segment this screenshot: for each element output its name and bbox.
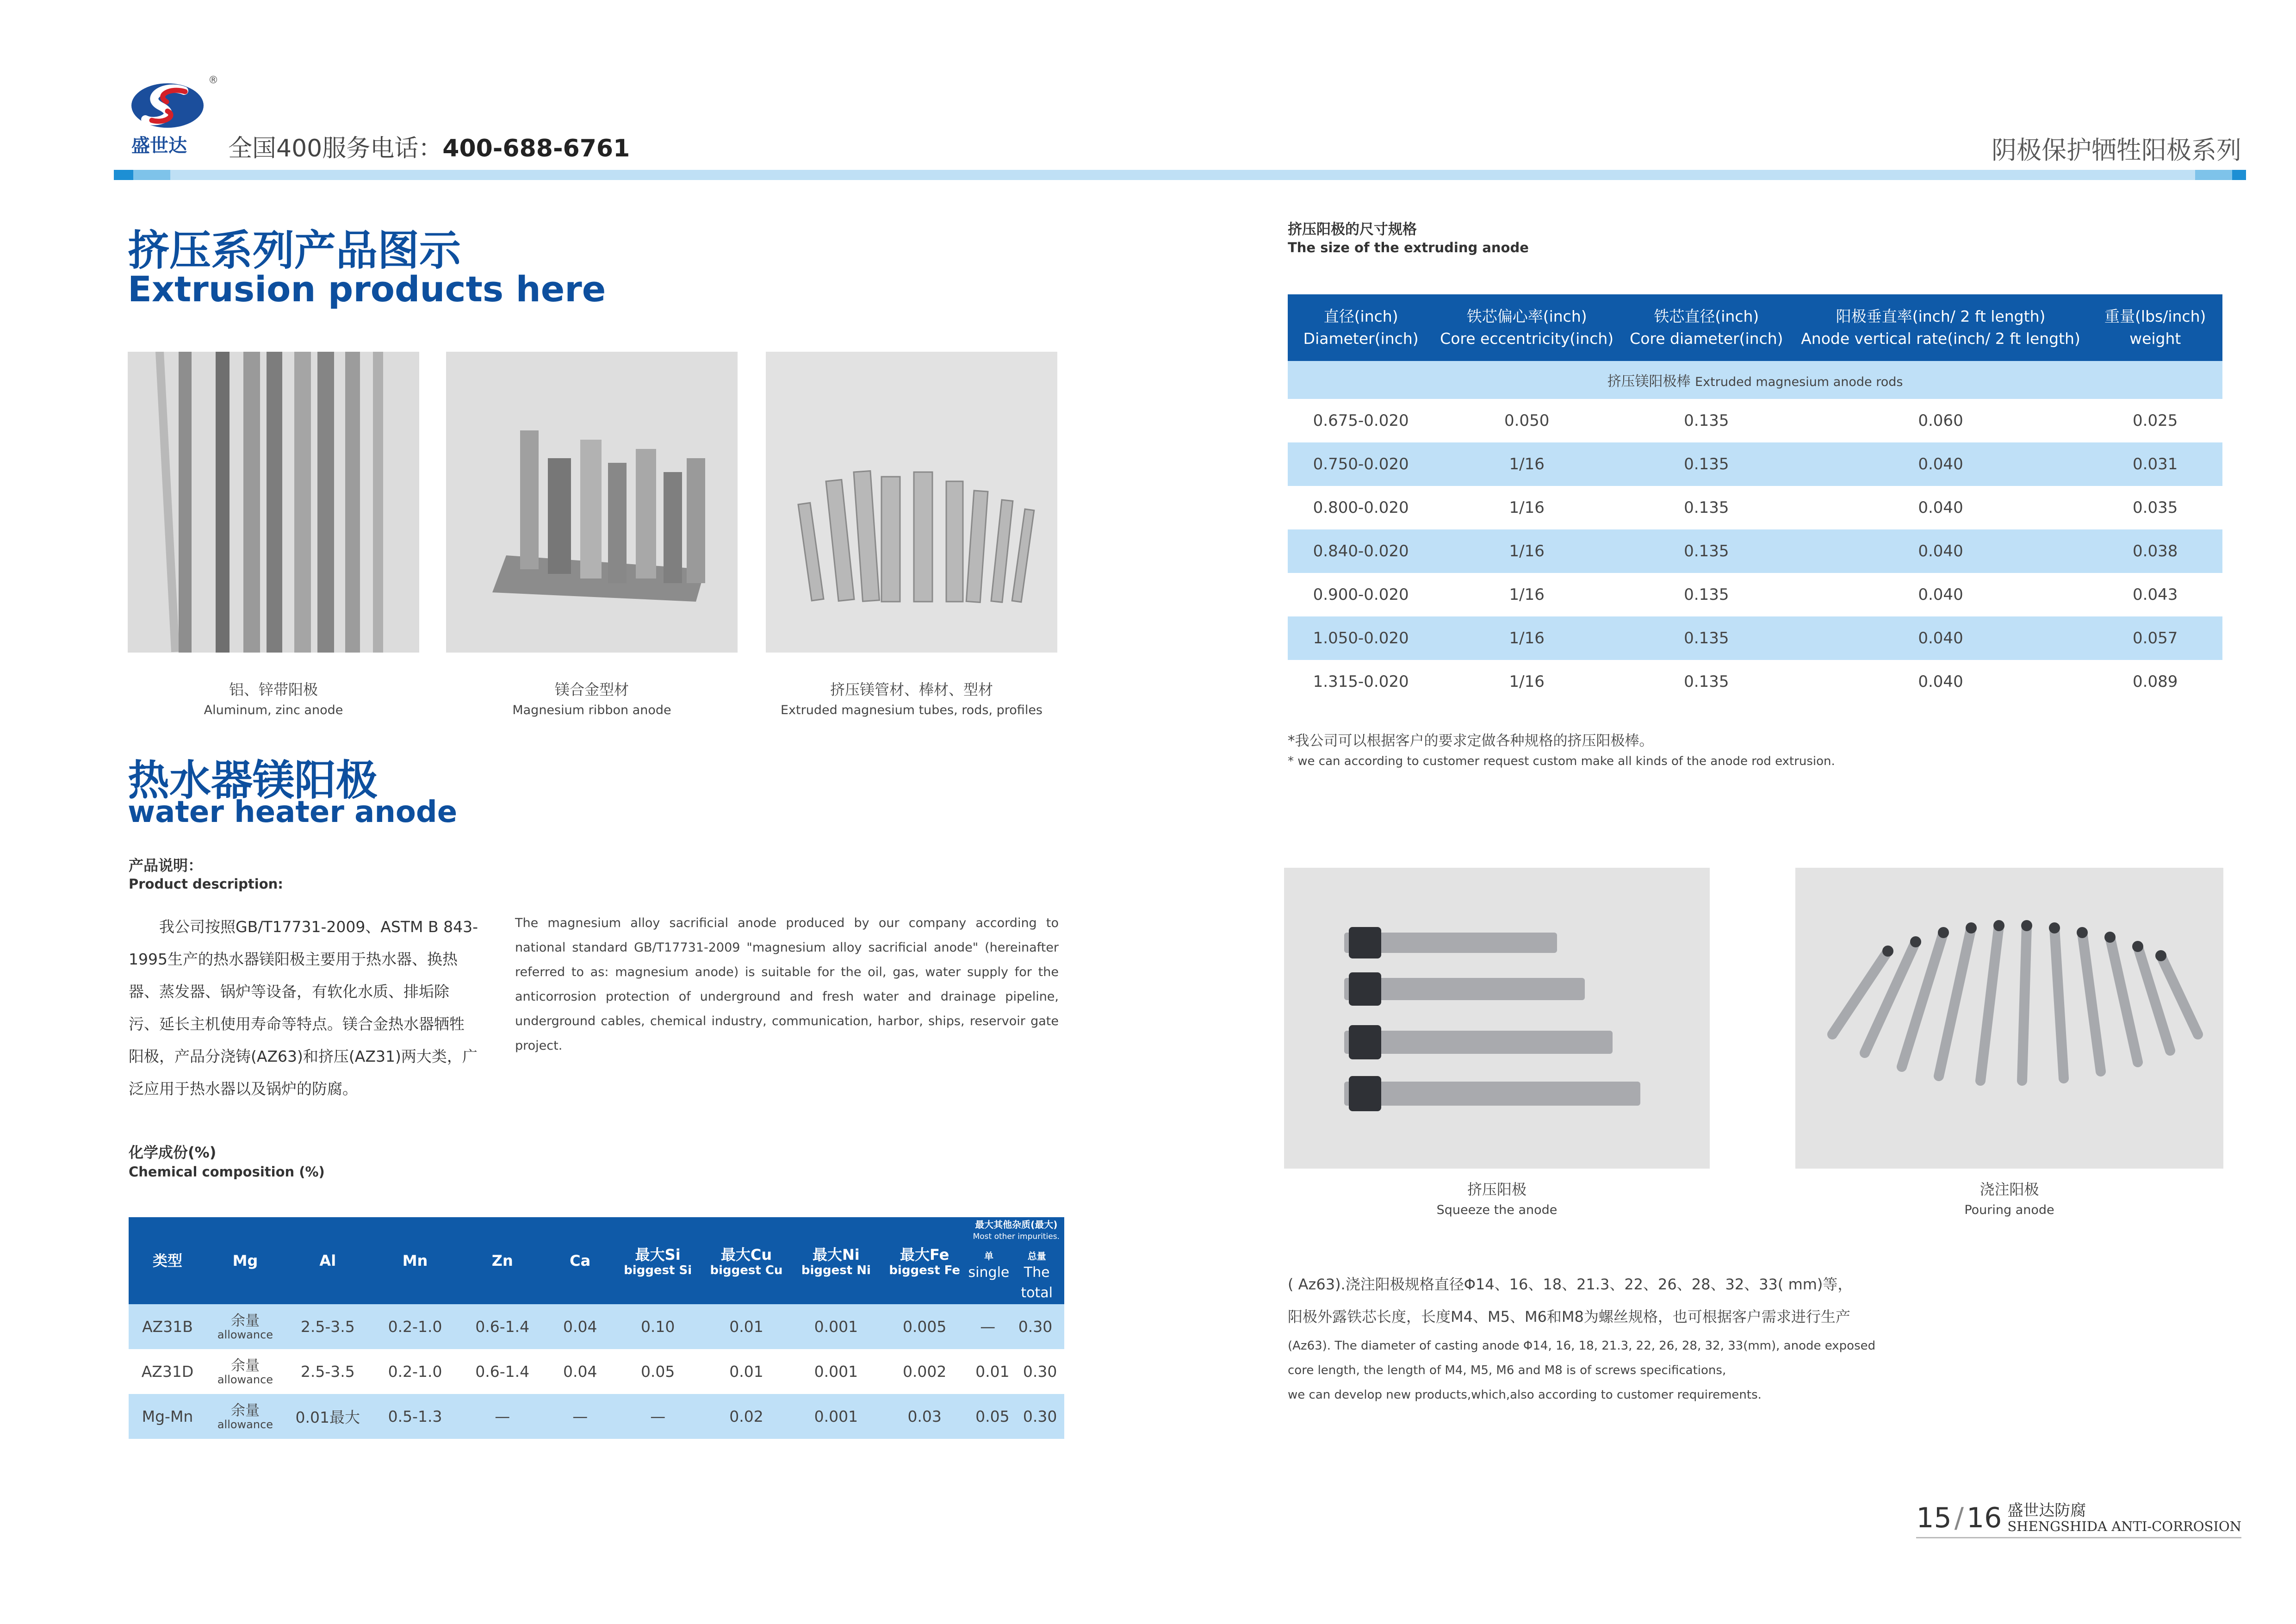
table-row: Mg-Mn 余量 allowance 0.01最大 0.5-1.3 — — — 0.02 0.001 0.03 0.05 0.30 <box>129 1394 1064 1439</box>
chem-col-other-impurities: 最大其他杂质(最大) Most other impurities. 单 single 总量 The total <box>968 1217 1064 1304</box>
chem-table-header-row <box>129 1217 1064 1304</box>
chem-col-si: 最大Si biggest Si <box>614 1217 701 1304</box>
chem-col-single: 单 single <box>968 1251 1010 1281</box>
caption-pouring-anode: 浇注阳极 Pouring anode <box>1964 1181 2054 1217</box>
header-divider-light-right <box>2195 170 2232 180</box>
phone-number[interactable]: 400-688-6761 <box>442 135 630 162</box>
page-total: 16 <box>1966 1502 2002 1534</box>
registered-mark: ® <box>208 75 218 86</box>
size-table-subheader: 挤压镁阳极棒 Extruded magnesium anode rods <box>1288 361 2222 399</box>
table-row: 0.750-0.020 1/16 0.135 0.040 0.031 <box>1288 442 2222 486</box>
photo-pouring-anode <box>1795 868 2223 1169</box>
chem-col-ni: 最大Ni biggest Ni <box>791 1217 881 1304</box>
chem-col-total: 总量 The total <box>1021 1251 1053 1301</box>
chem-col-cu: 最大Cu biggest Cu <box>701 1217 791 1304</box>
chemical-composition-label-en: Chemical composition (%) <box>129 1164 325 1180</box>
extrusion-title-en: Extrusion products here <box>128 268 606 310</box>
size-col-vertical-rate: 阳极垂直率(inch/ 2 ft length) Anode vertical rate(inch/ 2 ft length) <box>1793 294 2088 361</box>
size-table-note-cn: *我公司可以根据客户的要求定做各种规格的挤压阳极棒。 <box>1288 733 1654 749</box>
header-divider-accent-left <box>114 170 133 180</box>
chem-col-ca: Ca <box>546 1217 614 1304</box>
page-current: 15 <box>1916 1502 1952 1534</box>
size-col-core-eccentricity: 铁芯偏心率(inch) Core eccentricity(inch) <box>1434 294 1620 361</box>
service-phone <box>228 129 630 163</box>
company-logo <box>129 69 221 157</box>
casting-note-en-2: core length, the length of M4, M5, M6 and M8 is of screws specifications, <box>1288 1363 1726 1377</box>
chem-col-fe: 最大Fe biggest Fe <box>881 1217 968 1304</box>
caption-squeeze-anode: 挤压阳极 Squeeze the anode <box>1436 1181 1558 1217</box>
caption-magnesium-ribbon-anode: 镁合金型材 Magnesium ribbon anode <box>512 681 671 717</box>
photo-magnesium-ribbon-anode <box>446 352 738 653</box>
caption-aluminum-zinc-anode: 铝、锌带阳极 Aluminum, zinc anode <box>204 681 343 717</box>
casting-note-cn-1: ( Az63).浇注阳极规格直径Φ14、16、18、21.3、22、26、28、32、33( mm)等， <box>1288 1276 1853 1293</box>
photo-squeeze-anode <box>1284 868 1710 1169</box>
extruding-anode-size-table <box>1288 294 2222 703</box>
table-row: 0.675-0.020 0.050 0.135 0.060 0.025 <box>1313 411 2178 430</box>
header-divider <box>114 170 2246 180</box>
table-row: 0.800-0.020 1/16 0.135 0.040 0.035 <box>1313 498 2178 517</box>
caption-extruded-magnesium-tubes: 挤压镁管材、棒材、型材 Extruded magnesium tubes, rods, profiles <box>780 681 1043 717</box>
size-col-core-diameter: 铁芯直径(inch) Core diameter(inch) <box>1620 294 1793 361</box>
table-row: AZ31B 余量 allowance 2.5-3.5 0.2-1.0 0.6-1.4 0.04 0.10 0.01 0.001 0.005 — 0.30 <box>129 1304 1064 1349</box>
product-description-en: The magnesium alloy sacrificial anode produced by our company according to national standard GB/T17731-2009 "magnesium alloy sacrificial anode" (hereinafter referred to as: magnesium anode) is suitable for the oil, gas, water supply for the anticorrosion protection of underground and fresh water and drainage pipeline, underground cables, chemical industry, communication, harbor, ships, reservoir gate project. <box>515 916 1059 1053</box>
extrusion-title-cn: 挤压系列产品图示 <box>128 226 461 275</box>
table-row: 0.840-0.020 1/16 0.135 0.040 0.038 <box>1288 529 2222 573</box>
brand-name: 盛世达 <box>131 135 187 156</box>
casting-note-cn-2: 阳极外露铁芯长度，长度M4、M5、M6和M8为螺丝规格，也可根据客户需求进行生产 <box>1288 1308 1850 1325</box>
size-table-note-en: * we can according to customer request custom make all kinds of the anode rod extrusion. <box>1288 754 1835 768</box>
size-col-diameter: 直径(inch) Diameter(inch) <box>1288 294 1434 361</box>
phone-label: 全国400服务电话： <box>228 135 443 162</box>
footer-brand-en: SHENGSHIDA ANTI-CORROSION <box>2007 1518 2241 1534</box>
casting-note-en-1: (Az63). The diameter of casting anode Φ14, 16, 18, 21.3, 22, 26, 28, 32, 33(mm), anode exposed <box>1288 1339 1876 1353</box>
water-heater-title-en: water heater anode <box>128 795 458 829</box>
page-number <box>1916 1502 2241 1538</box>
water-heater-title-cn: 热水器镁阳极 <box>128 756 378 805</box>
series-title: 阴极保护牺牲阳极系列 <box>1992 136 2241 165</box>
table-row: 0.900-0.020 1/16 0.135 0.040 0.043 <box>1313 585 2178 604</box>
photo-extruded-magnesium-tubes <box>766 352 1057 653</box>
size-col-weight: 重量(lbs/inch) weight <box>2088 294 2222 361</box>
header-divider-light-left <box>133 170 170 180</box>
casting-note-en-3: we can develop new products,which,also according to customer requirements. <box>1288 1388 1762 1402</box>
product-description-label-en: Product description: <box>129 876 283 892</box>
table-row: AZ31D 余量 allowance 2.5-3.5 0.2-1.0 0.6-1.4 0.04 0.05 0.01 0.001 0.002 0.01 0.30 <box>141 1357 1057 1386</box>
chem-col-mg: Mg <box>206 1217 284 1304</box>
size-table-header-row <box>1288 294 2222 361</box>
size-table-label-en: The size of the extruding anode <box>1288 240 1529 255</box>
photo-aluminum-zinc-anode <box>128 352 419 653</box>
chem-col-al: Al <box>284 1217 372 1304</box>
chemical-composition-label-cn: 化学成份(%) <box>129 1144 217 1161</box>
chem-col-zn: Zn <box>459 1217 546 1304</box>
table-row: 1.050-0.020 1/16 0.135 0.040 0.057 <box>1288 616 2222 660</box>
chemical-composition-table <box>129 1217 1064 1439</box>
product-description-cn: 我公司按照GB/T17731-2009、ASTM B 843-1995生产的热水器镁阳极主要用于热水器、换热器、蒸发器、锅炉等设备，有软化水质、排垢除污、延长主机使用寿命等特点。镁合金热水器牺牲阳极，产品分浇铸(AZ63)和挤压(AZ31)两大类，广泛应用于热水器以及锅炉的防腐。 <box>129 918 478 1098</box>
size-table-label-cn: 挤压阳极的尺寸规格 <box>1288 221 1417 238</box>
chem-col-mn: Mn <box>372 1217 459 1304</box>
chem-col-type: 类型 <box>129 1217 206 1304</box>
page-separator: / <box>1954 1502 1964 1534</box>
footer-brand-cn: 盛世达防腐 <box>2007 1501 2086 1520</box>
table-row: 1.315-0.020 1/16 0.135 0.040 0.089 <box>1313 672 2178 691</box>
header-divider-accent-right <box>2232 170 2246 180</box>
product-description-label-cn: 产品说明： <box>129 857 203 874</box>
